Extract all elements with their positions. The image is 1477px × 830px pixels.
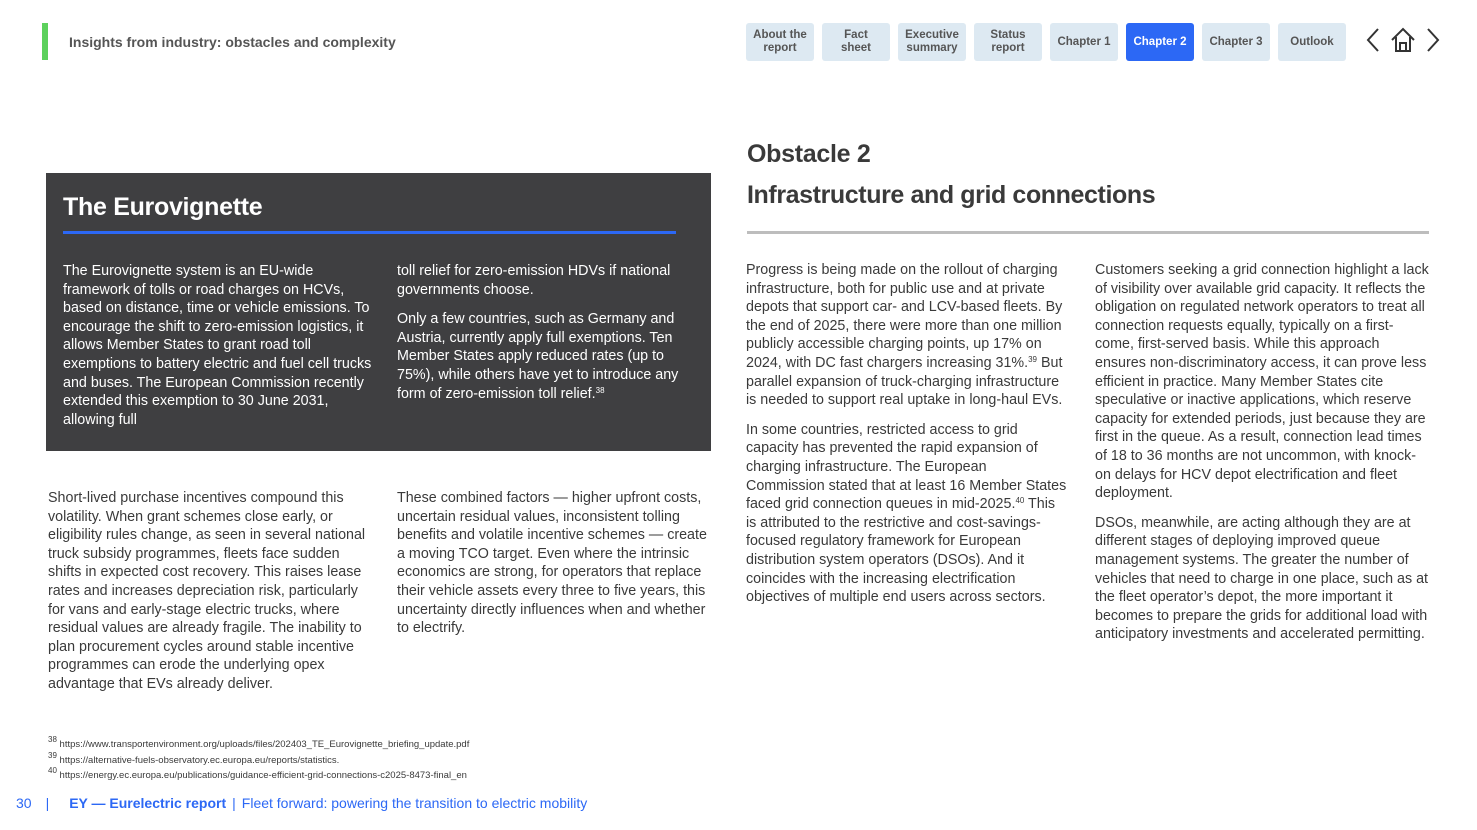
footnote — [48, 768, 469, 784]
eurovignette-paragraph: The Eurovignette system is an EU-wide framework of tolls or road charges on HCVs, based on distance, time or vehicle emissions. To encourage the shift to zero-emission logistics, it allows Member States to grant road toll exemptions to battery electric and fuel cell trucks and buses. The European Commission recently extended this exemption to 30 June 2031, allowing full — [63, 263, 372, 428]
footnote-link[interactable]: https://www.transportenvironment.org/uploads/files/202403_TE_Eurovignette_briefing_update.pdf — [59, 739, 470, 750]
footnote-ref[interactable]: 40 — [1015, 496, 1025, 506]
paragraph-text: But parallel expansion of truck-charging infrastructure is needed to support real uptake in long-haul EVs. — [746, 354, 1063, 409]
tab-fact-sheet[interactable]: Fact sheet — [822, 23, 890, 61]
page-number: 30 — [16, 795, 32, 811]
eurovignette-paragraph — [397, 310, 697, 403]
body-paragraph: Customers seeking a grid connection highlight a lack of visibility over available grid capacity. It reflects the obligation on regulated network operators to treat all connection requests equally, typically on a first-come, first-served basis. While this approach ensures non-discriminatory access, it can prove less efficient in practice. Many Member States cite speculative or inactive applications, which reserve capacity for extended periods, just because they are first in the queue. As a result, connection lead times of 18 to 36 months are not uncommon, with knock-on delays for HCV depot electrification and fleet deployment. — [1095, 262, 1429, 502]
eurovignette-rule — [63, 231, 676, 234]
footer-separator: | — [45, 795, 50, 811]
footer-brand: EY — Eurelectric report — [69, 795, 227, 811]
body-paragraph: Short-lived purchase incentives compound this volatility. When grant schemes close early, or eligibility rules change, as seen in several national truck subsidy programmes, fleets face sudden shifts in expected cost recovery. This raises lease rates and increases depreciation risk, particularly for vans and early-stage electric trucks, where residual values are already fragile. The inability to plan procurement cycles around stable incentive programmes can erode the underlying opex advantage that EVs already deliver. — [48, 490, 366, 692]
eurovignette-box — [46, 173, 711, 451]
eurovignette-paragraph: toll relief for zero-emission HDVs if national governments choose. — [397, 263, 671, 298]
footnote-number: 40 — [48, 766, 57, 775]
obstacle-col-1 — [746, 261, 1068, 607]
obstacle-label: Obstacle 2 — [747, 140, 871, 168]
body-paragraph — [746, 261, 1068, 410]
paragraph-text: Only a few countries, such as Germany and Austria, currently apply full exemptions. Ten Member States apply reduced rates (up to 75%), while others have yet to introduce any form of zero-emission toll relief. — [397, 311, 679, 402]
body-paragraph: DSOs, meanwhile, are acting although they are at different stages of deploying improved queue management systems. The greater the number of vehicles that need to charge in one place, such as at the fleet operator’s depot, the more important it becomes to prepare the grids for additional load with anticipatory investments and accelerated permitting. — [1095, 514, 1429, 643]
footnote-ref[interactable]: 38 — [595, 385, 605, 395]
left-body-col-1 — [48, 489, 370, 694]
footnote-ref[interactable]: 39 — [1028, 354, 1038, 364]
eurovignette-title: The Eurovignette — [63, 193, 263, 221]
page-nav-icons — [1364, 26, 1442, 59]
footnote — [48, 737, 469, 753]
tab-chapter-2[interactable]: Chapter 2 — [1126, 23, 1194, 61]
footer-separator: | — [232, 795, 236, 811]
home-icon[interactable] — [1389, 26, 1417, 59]
footnote-link[interactable]: https://energy.ec.europa.eu/publications/guidance-efficient-grid-connections-c2025-8473-final_en — [59, 770, 467, 781]
tab-chapter-3[interactable]: Chapter 3 — [1202, 23, 1270, 61]
footnote-number: 38 — [48, 735, 57, 744]
paragraph-text: Progress is being made on the rollout of charging infrastructure, both for public use and at private depots that support car- and LCV-based fleets. By the end of 2025, there were more than one million publicly accessible charging points, up 17% on 2024, with DC fast chargers increasing 31%. — [746, 262, 1063, 371]
footnote-link[interactable]: https://alternative-fuels-observatory.ec.europa.eu/reports/statistics. — [59, 754, 340, 766]
tab-status-report[interactable]: Status report — [974, 23, 1042, 61]
footnote — [48, 750, 469, 769]
chevron-left-icon[interactable] — [1364, 26, 1382, 59]
tab-chapter-1[interactable]: Chapter 1 — [1050, 23, 1118, 61]
tab-outlook[interactable]: Outlook — [1278, 23, 1346, 61]
body-paragraph — [746, 421, 1068, 607]
tab-executive-summary[interactable]: Executive summary — [898, 23, 966, 61]
paragraph-text: This is attributed to the restrictive and cost-savings-focused regulatory framework for European distribution system operators (DSOs). And it coincides with the increasing electrification objectives of multiple end users across sectors. — [746, 496, 1056, 606]
footnotes — [48, 737, 469, 784]
header-accent-bar — [42, 23, 48, 60]
body-paragraph: These combined factors — higher upfront costs, uncertain residual values, inconsistent tolling benefits and volatile incentive schemes — create a moving TCO target. Even where the intrinsic economics are strong, for operators that replace their vehicle assets every three to five years, this uncertainty directly influences when and whether to electrify. — [397, 490, 707, 637]
footer-subtitle: Fleet forward: powering the transition to electric mobility — [241, 795, 588, 811]
heading-rule — [747, 231, 1429, 234]
section-title: Insights from industry: obstacles and complexity — [69, 34, 396, 50]
chevron-right-icon[interactable] — [1424, 26, 1442, 59]
eurovignette-col-2 — [397, 262, 697, 403]
left-body-col-2 — [397, 489, 713, 638]
eurovignette-col-1 — [63, 262, 383, 429]
footnote-number: 39 — [48, 750, 57, 760]
obstacle-col-2 — [1095, 261, 1429, 644]
page-footer — [16, 795, 587, 811]
tab-about-the-report[interactable]: About the report — [746, 23, 814, 61]
chapter-nav — [746, 23, 1346, 61]
paragraph-text: In some countries, restricted access to grid capacity has prevented the rapid expansion of charging infrastructure. The European Commission stated that at least 16 Member States faced grid connection queues in mid-2025. — [746, 421, 1067, 513]
obstacle-title: Infrastructure and grid connections — [747, 181, 1156, 209]
